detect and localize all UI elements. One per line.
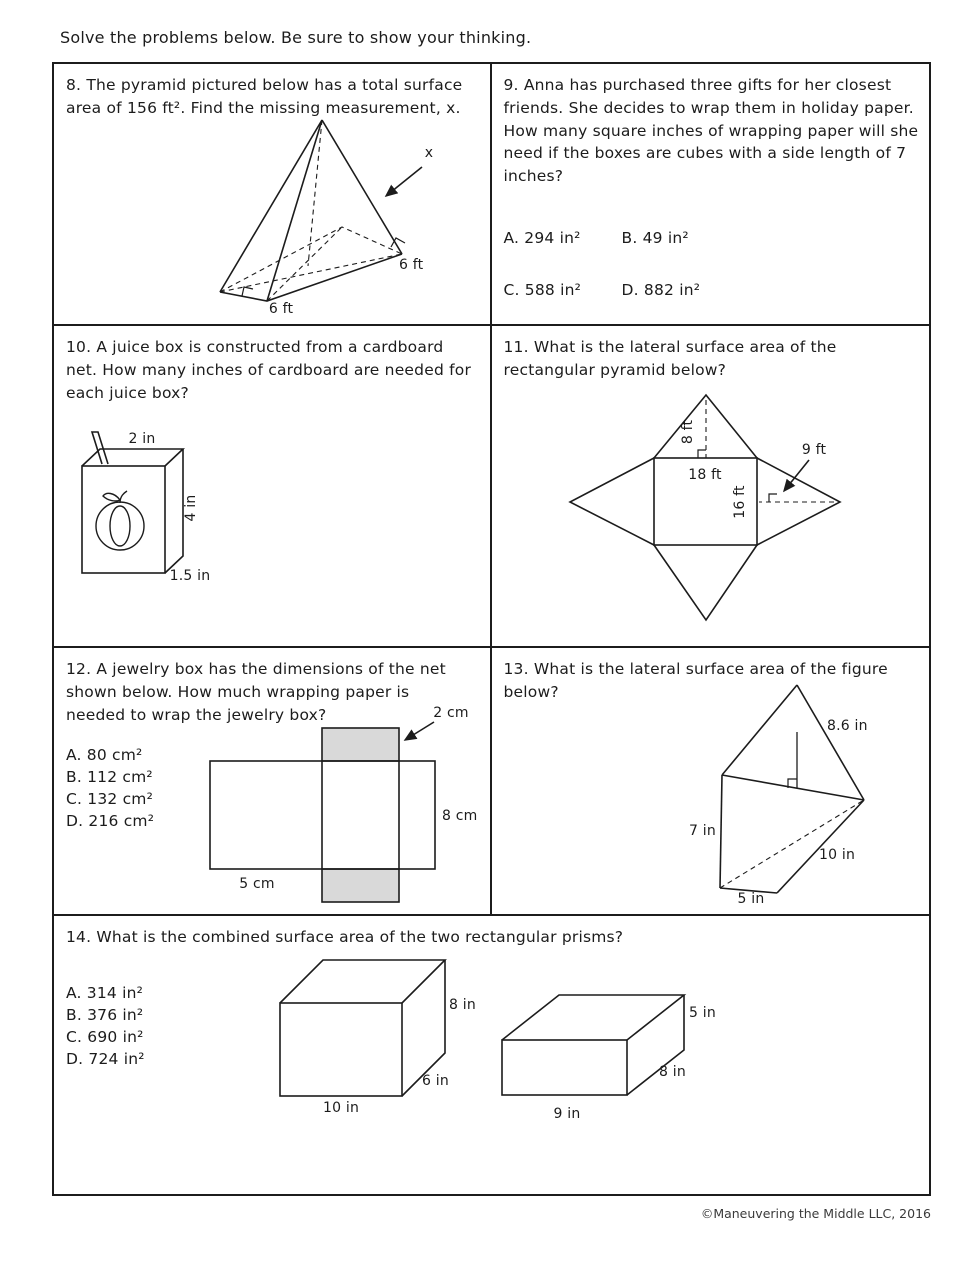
juice-box-top-label: 2 in [128, 431, 156, 447]
pyramid-figure [202, 105, 442, 317]
problem-8-text: 8. The pyramid pictured below has a total surface area of 156 ft². Find the missing measurement, x. [66, 76, 463, 117]
problem-12-choices [66, 744, 154, 832]
choice-d: D. 882 in² [621, 280, 701, 299]
pyramid-base-label: 6 ft [268, 301, 294, 317]
choice-a: A. 80 cm² [66, 746, 143, 764]
prism-1-width-label: 10 in [322, 1100, 360, 1116]
problem-14-text: 14. What is the combined surface area of the two rectangular prisms? [66, 928, 624, 946]
choice-c: C. 132 cm² [66, 790, 154, 808]
net-width-label: 18 ft [687, 467, 722, 483]
prism-base-label: 5 in [737, 891, 764, 907]
problem-12-text: 12. A jewelry box has the dimensions of the net shown below. How much wrapping paper is needed to wrap the jewelry box? [66, 660, 446, 724]
juice-box-body [82, 432, 183, 573]
juice-box-depth-label: 1.5 in [169, 568, 211, 584]
net-height-label: 8 cm [442, 808, 477, 824]
net-width-label: 5 cm [239, 876, 275, 892]
flap-arrow [405, 722, 434, 740]
problem-8-cell [54, 64, 492, 326]
pyramid-slant-label: 6 ft [399, 257, 424, 273]
choice-d: D. 724 in² [66, 1050, 145, 1068]
pyramid-hidden-edges [220, 120, 402, 301]
rectangular-prism-1-figure [264, 948, 489, 1116]
net-flap-label: 2 cm [433, 705, 469, 721]
problem-13-text: 13. What is the lateral surface area of the figure below? [503, 660, 888, 701]
juice-box-height-label: 4 in [183, 494, 199, 522]
problem-9-choices [504, 227, 701, 302]
apple-icon [96, 491, 144, 550]
net-outline [570, 395, 840, 620]
pyramid-solid-edges [220, 120, 402, 301]
x-arrow [386, 167, 422, 196]
page-instruction: Solve the problems below. Be sure to show your thinking. [60, 28, 532, 47]
right-angle-markers [242, 238, 405, 296]
prism-length-label: 10 in [818, 847, 855, 863]
juice-box-figure [70, 424, 240, 586]
prism-1-edges [280, 960, 445, 1096]
problem-9-cell [492, 64, 930, 326]
problem-10-cell [54, 326, 492, 648]
copyright: ©Maneuvering the Middle LLC, 2016 [700, 1206, 931, 1221]
rectangular-prism-2-figure [497, 985, 727, 1125]
choice-b: B. 112 cm² [66, 768, 153, 786]
choice-c: C. 690 in² [66, 1028, 144, 1046]
problem-11-text: 11. What is the lateral surface area of the rectangular pyramid below? [503, 338, 837, 379]
prism-hidden-edge [720, 800, 864, 888]
problem-12-cell [54, 648, 492, 916]
pyramid-net-figure [562, 390, 852, 625]
prism-2-height-label: 5 in [689, 1005, 716, 1021]
choice-c: C. 588 in² [503, 280, 582, 299]
choice-b: B. 376 in² [66, 1006, 144, 1024]
prism-slant-label: 8.6 in [826, 718, 868, 734]
slant-arrow [784, 460, 809, 491]
prism-2-edges [502, 995, 684, 1095]
net-triangle-height-label: 8 ft [679, 419, 696, 445]
net-length-label: 16 ft [731, 485, 748, 519]
jewelry-box-net-figure [207, 703, 477, 905]
problem-11-cell [492, 326, 930, 648]
prism-height-label: 7 in [688, 823, 716, 839]
choice-d: D. 216 cm² [66, 812, 155, 830]
prism-2-width-label: 9 in [553, 1106, 581, 1122]
problem-9-text: 9. Anna has purchased three gifts for her closest friends. She decides to wrap them in holiday paper. How many square inches of wrapping paper will she need if the boxes are cubes with a side length of 7 inches? [503, 76, 919, 186]
pyramid-x-label: x [424, 145, 434, 161]
prism-1-depth-label: 6 in [422, 1073, 449, 1089]
choice-a: A. 294 in² [503, 229, 581, 247]
triangular-prism-figure [687, 672, 877, 907]
choice-b: B. 49 in² [621, 229, 689, 247]
problem-10-text: 10. A juice box is constructed from a cardboard net. How many inches of cardboard are needed for each juice box? [66, 338, 472, 402]
prism-2-depth-label: 8 in [659, 1064, 686, 1080]
problem-13-cell [492, 648, 930, 916]
problem-14-cell [54, 916, 929, 1194]
problem-14-choices [66, 982, 145, 1070]
net-slant-label: 9 ft [801, 442, 826, 458]
prism-1-height-label: 8 in [449, 997, 476, 1013]
problems-grid [52, 62, 931, 1196]
choice-a: A. 314 in² [66, 984, 144, 1002]
